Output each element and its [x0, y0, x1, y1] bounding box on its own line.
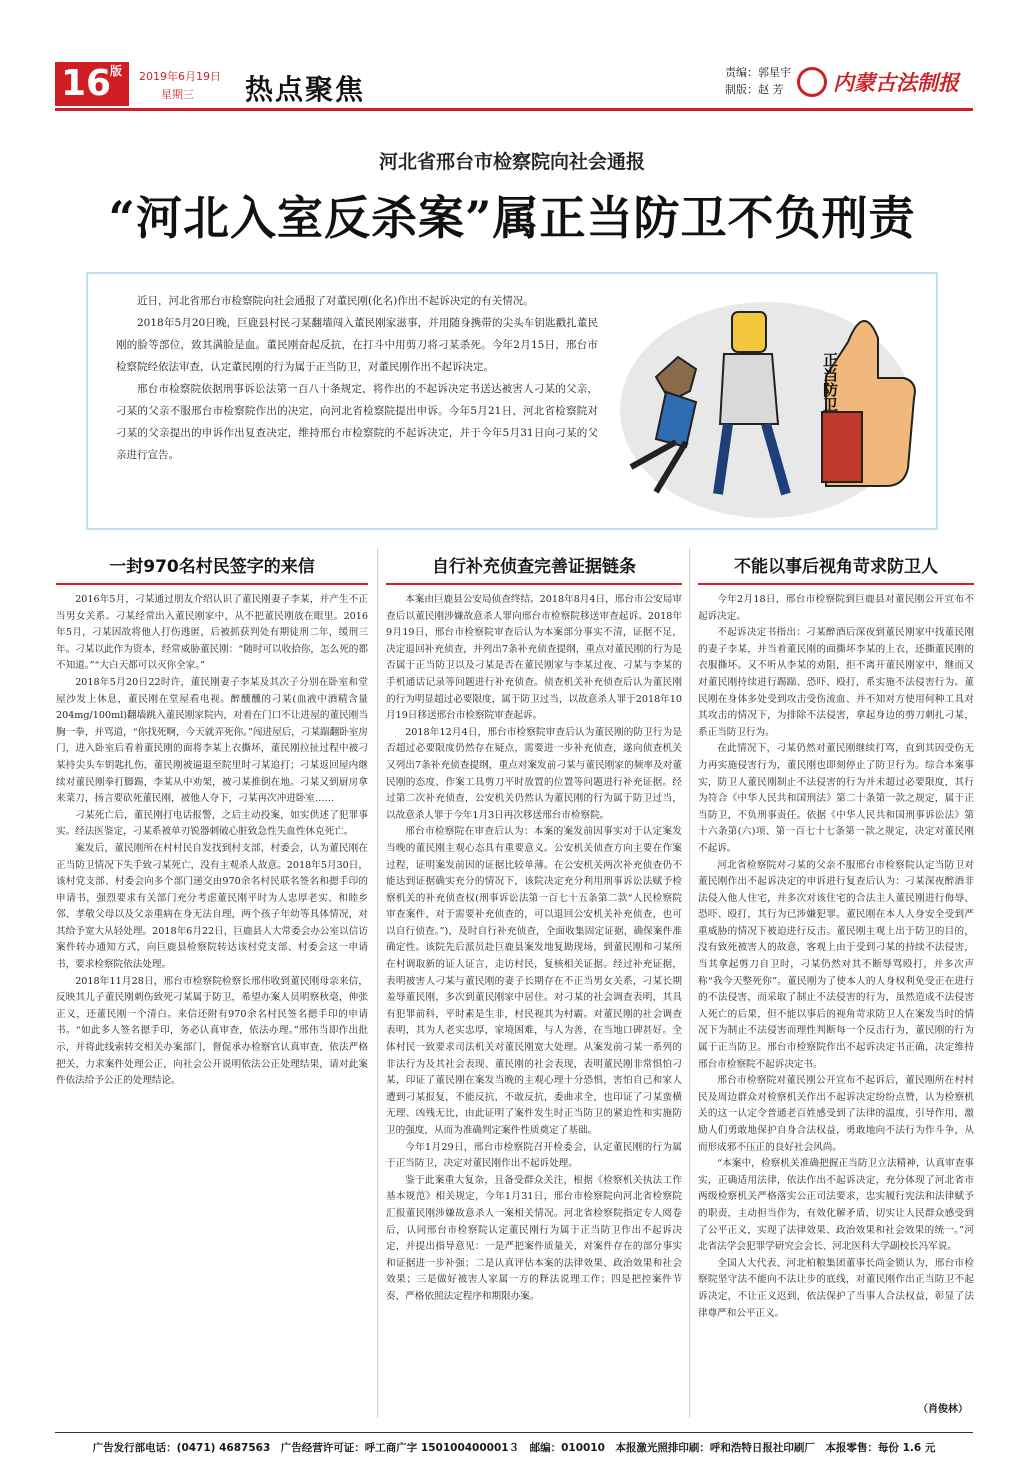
column-body: [56, 592, 368, 1422]
lead-paragraph: 2018年5月20日晚，巨鹿县村民刁某翻墙闯入董民刚家滋事，并用随身携带的尖头车钥匙戳扎董民刚的脸等部位，致其满脸是血。董民刚奋起反抗，在打斗中用剪刀将刁某杀死。今年2月15日，邢台市检察院经依法审查，认定董民刚的行为属于正当防卫，对董民刚作出不起诉决定。: [116, 317, 598, 373]
article-paragraph: 2016年5月，刁某通过朋友介绍认识了董民刚妻子李某，并产生不正当男女关系。刁某经常出入董民刚家中，从不把董民刚放在眼里。2016年5月，刁某因故将他人打伤逃匿，后被抓获判处有期徒刑二年，缓刑三年。刁某以此作为资本，经常威胁董民刚：“随时可以收拾你，怎么死的都不知道。”“大白天都可以灭你全家。”: [56, 594, 368, 672]
article-paragraph: 本案由巨鹿县公安局侦查终结。2018年8月4日，邢台市公安局审查后以董民刚涉嫌故意杀人罪向邢台市检察院移送审查起诉。2018年9月19日，邢台市检察院审查后认为本案部分事实不清，证据不足，决定退回补充侦查，并列出7条补充侦查提纲，重点对董民刚的行为是否属于正当防卫以及刁某是否在董民刚家与李某过夜、刁某与李某的手机通话记录等问题进行补充侦查。侦查机关补充侦查后认为董民刚的行为明显超过必要限度，属于防卫过当，以故意杀人罪于2018年10月19日移送邢台市检察院审查起诉。: [386, 594, 682, 722]
article-paragraph: 今年2月18日，邢台市检察院到巨鹿县对董民刚公开宣布不起诉决定。: [698, 594, 974, 622]
column-separator: [377, 548, 378, 1418]
column-heading-rule: [386, 583, 682, 585]
article-paragraph: 河北省检察院对刁某的父亲不服邢台市检察院认定当防卫对董民刚作出不起诉决定的申诉进行复查后认为：刁某深夜醉酒非法侵入他人住宅，并多次对该住宅的合法主人董民刚进行侮辱、恐吓、殴打，其行为已涉嫌犯罪。董民刚在本人人身安全受到严重威胁的情况下被迫进行反击。董民刚主观上出于防卫的目的，没有致死被害人的故意，客观上由于受到刁某的持续不法侵害，当其拿起剪刀自卫时，刁某仍然对其不断辱骂殴打，并多次声称“我今天整死你”。董民刚为了使本人的人身权利免受正在进行的不法侵害，而采取了制止不法侵害的行为，虽然造成不法侵害人死亡的后果，但不能以事后的视角苛求防卫人在案发当时的情况下为制止不法侵害而理性判断每一个反击行为，董民刚的行为属于正当防卫。邢台市检察院作出不起诉决定书正确，决定维持邢台市检察院不起诉决定书。: [698, 859, 974, 1070]
column-separator: [689, 548, 690, 1418]
paper-logo: [797, 64, 973, 100]
masthead: [55, 58, 973, 110]
lead-paragraph: 邢台市检察院依据刑事诉讼法第一百八十条规定，将作出的不起诉决定书送达被害人刁某的父亲，刁某的父亲不服邢台市检察院作出的决定，向河北省检察院提出申诉。今年5月21日，河北省检察院对刁某的父亲提出的申诉作出复查决定，维持邢台市检察院的不起诉决定，并于今年5月31日向刁某的父亲进行宣告。: [116, 383, 598, 461]
column-body: [698, 592, 974, 1398]
lead-box: [86, 272, 938, 530]
article-paragraph: 邢台市检察院对董民刚公开宣布不起诉后，董民刚所在村村民及周边群众对检察机关作出不起诉决定纷纷点赞，认为检察机关的这一认定令普通老百姓感受到了法律的温度，引导作用，激励人们勇敢地保护自身合法权益，勇敢地向不法行为作斗争，从而形成邪不压正的良好社会风尚。: [698, 1075, 974, 1153]
column-heading: 一封970名村民签字的来信: [109, 557, 315, 577]
column-heading-rule: [56, 583, 368, 585]
section-title: 热点聚焦: [245, 73, 366, 106]
article-paragraph: 2018年12月4日，邢台市检察院审查后认为董民刚的防卫行为是否超过必要限度仍然存在疑点，需要进一步补充侦查，遂向侦查机关又列出7条补充侦查提纲，重点对案发前刁某与董民刚家的频率及对董民刚的态度、作案工具剪刀平时放置的位置等问题进行补充证据。经过第二次补充侦查，公安机关仍然认为董民刚的行为属于防卫过当，以故意杀人罪于今年1月3日再次移送邢台市检察院。: [386, 726, 682, 821]
page-number: 16: [55, 62, 129, 106]
page-unit: 版: [110, 64, 123, 78]
article-paragraph: 2018年11月28日，邢台市检察院检察长邢伟收到董民刚母亲来信，反映其儿子董民刚刺伤致死刁某属于防卫，希望办案人员明察秋毫，伸张正义，还董民刚一个清白。来信还附有970余名村民签名摁手印的申请书。“如此多人签名摁手印，务必认真审查，依法办理。”邢伟当即作出批示，并将此线索转交相关办案部门，督促承办检察官认真审查，依法严格把关，力求案件处理公正，向社会公开说明依法公正处理结果，请对此案件依法给予公正的处理结论。: [56, 975, 368, 1087]
cartoon-label: 正当防卫: [821, 352, 839, 412]
article-paragraph: “本案中，检察机关准确把握正当防卫立法精神，认真审查事实，正确适用法律，依法作出不起诉决定，充分体现了河北省市两级检察机关严格落实公正司法要求，忠实履行宪法和法律赋予的职责，主动担当作为，有效化解矛盾，切实让人民群众感受到了公平正义，实现了法律效果、政治效果和社会效果的统一。”河北省法学会犯罪学研究会会长、河北医科大学副校长冯军说。: [698, 1158, 974, 1253]
paper-seal-icon: [797, 67, 827, 97]
column-heading: 自行补充侦查完善证据链条: [432, 557, 636, 577]
article-paragraph: 在此情况下，刁某仍然对董民刚继续打骂，直到其因受伤无力再实施侵害行为，董民刚也即刻停止了防卫行为。综合本案事实，防卫人董民刚制止不法侵害的行为并未超过必要限度，其行为符合《中华人民共和国刑法》第二十条第一款之规定，属于正当防卫，不负刑事责任。依据《中华人民共和国刑事诉讼法》第十六条第(六)项、第一百七十七条第一款之规定，决定对董民刚不起诉。: [698, 743, 974, 854]
footer-info: 广告发行部电话：(0471) 4687563 广告经营许可证：呼工商广字 150100400001３ 邮编：010010 本报激光照排印刷：呼和浩特日报社印刷厂 本报零售：每份 1.6 元: [92, 1442, 936, 1454]
article-paragraph: 邢台市检察院在审查后认为：本案的案发前因事实对于认定案发当晚的董民刚主观心态具有重要意义。公安机关侦查方向主要在作案过程，证明案发前因的证据比较单薄。在公安机关两次补充侦查仍不能达到证据确实充分的情况下，该院决定充分利用刑事诉讼法赋予检察机关的补充侦查权(刑事诉讼法第一百七十五条第二款“人民检察院审查案件，对于需要补充侦查的，可以退回公安机关补充侦查，也可以自行侦查。”)，及时自行补充侦查，全面收集固定证据，确保案件准确定性。该院先后派员赴巨鹿县案发地复勘现场，到董民刚和刁某所在村调取新的证人证言，走访村民，复核相关证据。经过补充证据，表明被害人刁某与董民刚的妻子长期存在不正当男女关系，刁某长期羞辱董民刚，多次到董民刚家中居住。对刁某的社会调查表明，其具有犯罪前科，平时素是生非，村民视其为村霸。对董民刚的社会调查表明，其为人老实忠厚，家境困难，与人为善，在当地口碑甚好。全体村民一致要求司法机关对董民刚宽大处理。从案发前刁某一系列的非法行为及其社会表现、董民刚的社会表现，表明董民刚非常惧怕刁某，印证了董民刚在案发当晚的主观心理十分恐惧，害怕自己和家人遭到刁某报复，不能反抗，不敢反抗，委曲求全，也印证了刁某蛮横无理、凶残无比，由此证明了案件发生时正当防卫的紧迫性和实施防卫的强度，从而为准确判定案件性质奠定了基础。: [386, 826, 682, 1136]
column-heading-rule: [698, 583, 974, 585]
article-paragraph: 不起诉决定书指出：刁某醉酒后深夜到董民刚家中找董民刚的妻子李某，并当着董民刚的面撕坏李某的上衣，还撕董民刚的衣服撕坏。又不听从李某的劝阻，拒不离开董民刚家中，继而又对董民刚持续进行踢踹、恐吓、殴打，系实施不法侵害行为。董民刚在身体多处受到攻击受伤流血、并不知对方使用何种工具对其攻击的情况下，为排除不法侵害，拿起身边的剪刀刺扎刁某，系正当防卫行为。: [698, 627, 974, 738]
column-heading: 不能以事后视角苛求防卫人: [734, 557, 938, 577]
article-paragraph: 案发后，董民刚所在村村民自发找到村支部，村委会，认为董民刚在正当防卫情况下失手致刁某死亡，没有主观杀人故意。2018年5月30日，该村党支部、村委会向多个部门递交由970余名村民联名签名和摁手印的申请书，强烈要求有关部门充分考虑董民刚平时为人忠厚老实、和睦乡邻、孝敬父母以及父亲重病在身无法自理，两个孩子年幼等具体情况，对其给予宽大从轻处理。2018年6月22日，巨鹿县人大常委会办公室以信访案件转办通知方式，向巨鹿县检察院转达该村党支部、村委会这一申请书，要求检察院依法处理。: [56, 842, 368, 971]
lead-paragraph: 近日，河北省邢台市检察院向社会通报了对董民刚(化名)作出不起诉决定的有关情况。: [137, 295, 534, 307]
article-paragraph: 鉴于此案重大复杂，且备受群众关注，根据《检察机关执法工作基本规范》相关规定，今年1月31日，邢台市检察院向河北省检察院汇报董民刚涉嫌故意杀人一案相关情况。河北省检察院指定专人阅卷后，认同邢台市检察院认定董民刚行为属于正当防卫作出不起诉决定，并提出指导意见：一是严把案件质量关，对案件存在的部分事实和证据进一步补强；二是认真评估本案的法律效果、政治效果和社会效果；三是做好被害人家属一方的释法说理工作；四是把控案件节奏，严格依照法定程序和期限办案。: [386, 1174, 682, 1302]
cartoon-illustration: [616, 282, 932, 522]
issue-date: 2019年6月19日: [139, 70, 221, 83]
article-paragraph: 刁某死亡后，董民刚打电话报警，之后主动投案，如实供述了犯罪事实。经法医鉴定，刁某系被单刃锐器刺破心脏致急性失血性休克死亡。: [56, 809, 368, 838]
article-paragraph: 2018年5月20日22时许，董民刚妻子李某及其次子分别在卧室和堂屋沙发上休息，董民刚在堂屋看电视。醉醺醺的刁某(血液中酒精含量204mg/100ml)翻墙跳入董民刚家院内，对着在门口不让进屋的董民刚当胸一拳，并骂道，“你找死啊，今天就弄死你。”闯进屋后，刁某踹翻卧室房门，进入卧室后看着董民刚的面将李某上衣撕坏，董民刚拉扯过程中被刁某持尖头车钥匙扎伤，董民刚被逼退至院里时刁某追打；刁某返回屋内继续对董民刚拳打脚踢，李某从中劝架，被刁某推倒在地。刁某又到厨房拿来菜刀，扬言要砍死董民刚，被他人夺下，刁某再次冲进卧室……: [56, 676, 368, 805]
masthead-divider: [55, 108, 973, 111]
paper-name: 内蒙古法制报: [833, 71, 959, 95]
editor-name: 责编：郭星宇: [725, 66, 791, 79]
article-paragraph: 今年1月29日，邢台市检察院召开检委会，认定董民刚的行为属于正当防卫，决定对董民刚作出不起诉处理。: [386, 1141, 682, 1170]
headline-kicker: 河北省邢台市检察院向社会通报: [378, 151, 645, 173]
article-byline: （肖俊林）: [918, 1404, 968, 1415]
column-body: [386, 592, 682, 1422]
lead-text: [116, 290, 598, 466]
editor-credits: [725, 64, 791, 98]
footer-divider: [55, 1432, 973, 1433]
headline-title: “河北入室反杀案”属正当防卫不负刑责: [108, 191, 916, 245]
producer-name: 制版：赵 芳: [725, 83, 784, 96]
issue-weekday: 星期三: [161, 88, 194, 101]
article-paragraph: 全国人大代表、河北柏粮集团董事长尚金锁认为，邢台市检察院坚守法不能向不法让步的底线，对董民刚作出正当防卫不起诉决定，不让正义迟到，依法保护了当事人合法权益，彰显了法律尊严和公平正义。: [698, 1257, 974, 1319]
